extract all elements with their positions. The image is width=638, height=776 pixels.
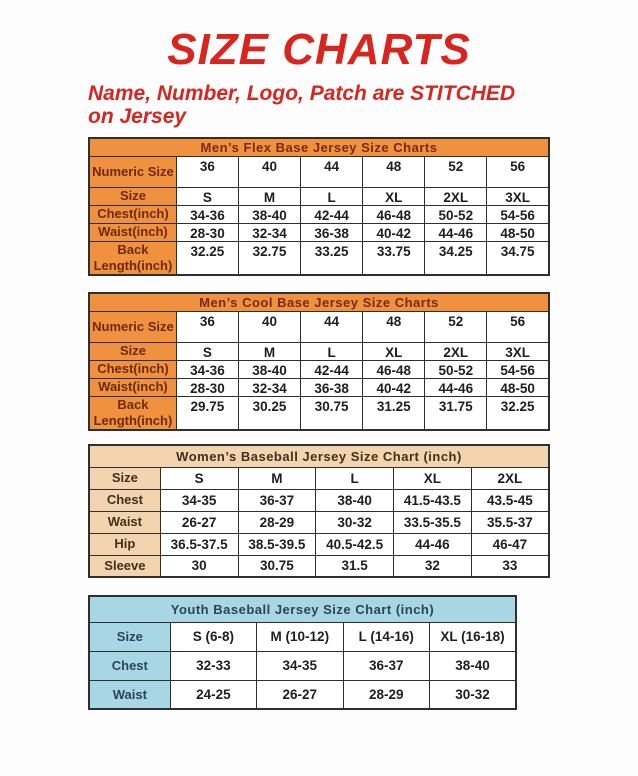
row-label: Chest (89, 489, 160, 511)
size-cell: 46-48 (363, 205, 425, 223)
size-cell: 38.5-39.5 (238, 533, 316, 555)
row-label: Size (89, 622, 170, 651)
size-cell: XL (363, 342, 425, 360)
size-cell: 28-30 (176, 223, 238, 241)
size-cell: 35.5-37 (471, 511, 549, 533)
table-row (89, 511, 549, 533)
size-cell: 46-47 (471, 533, 549, 555)
size-cell: S (176, 187, 238, 205)
size-cell: 48 (363, 156, 425, 187)
size-table-womens-baseball (88, 444, 550, 578)
row-label: Size (89, 342, 176, 360)
size-cell: 46-48 (363, 360, 425, 378)
size-cell: 44-46 (425, 223, 487, 241)
table-title: Youth Baseball Jersey Size Chart (inch) (89, 596, 516, 622)
size-cell: 28-30 (176, 378, 238, 396)
size-cell: 42-44 (301, 205, 363, 223)
size-cell: 44-46 (425, 378, 487, 396)
size-cell: 26-27 (160, 511, 238, 533)
table-mens-cool-base (88, 292, 638, 431)
size-cell: 33.75 (363, 241, 425, 275)
row-label: Hip (89, 533, 160, 555)
table-row (89, 156, 549, 187)
row-label: Back Length(inch) (89, 241, 176, 275)
size-cell: 31.25 (363, 396, 425, 430)
size-cell: 50-52 (425, 360, 487, 378)
size-cell: 24-25 (170, 680, 256, 709)
size-cell: 34-35 (160, 489, 238, 511)
table-row (89, 378, 549, 396)
size-cell: M (238, 342, 300, 360)
size-cell: 36-37 (238, 489, 316, 511)
size-cell: 32-34 (238, 378, 300, 396)
size-cell: 48-50 (487, 223, 549, 241)
size-cell: 33.5-35.5 (394, 511, 472, 533)
size-cell: 44 (301, 311, 363, 342)
table-row (89, 342, 549, 360)
table-row (89, 622, 516, 651)
size-cell: 44 (301, 156, 363, 187)
size-cell: 38-40 (238, 360, 300, 378)
size-cell: 36.5-37.5 (160, 533, 238, 555)
size-cell: 40.5-42.5 (316, 533, 394, 555)
table-row (89, 241, 549, 275)
size-table-mens-flex-base (88, 137, 550, 276)
size-cell: 42-44 (301, 360, 363, 378)
size-cell: 40 (238, 311, 300, 342)
size-cell: 43.5-45 (471, 489, 549, 511)
size-cell: 38-40 (316, 489, 394, 511)
size-cell: 32-34 (238, 223, 300, 241)
size-cell: L (14-16) (343, 622, 429, 651)
table-row (89, 651, 516, 680)
size-cell: 52 (425, 311, 487, 342)
table-row (89, 467, 549, 489)
size-cell: 33 (471, 555, 549, 577)
size-cell: 56 (487, 311, 549, 342)
page-title: SIZE CHARTS (167, 25, 471, 74)
size-table-mens-cool-base (88, 292, 550, 431)
row-label: Chest(inch) (89, 205, 176, 223)
table-row (89, 360, 549, 378)
row-label: Chest (89, 651, 170, 680)
table-row (89, 555, 549, 577)
size-cell: S (176, 342, 238, 360)
size-cell: 30-32 (429, 680, 516, 709)
table-row (89, 187, 549, 205)
size-cell: 36-38 (301, 223, 363, 241)
size-cell: 36-38 (301, 378, 363, 396)
size-cell: 34.75 (487, 241, 549, 275)
row-label: Chest(inch) (89, 360, 176, 378)
size-cell: 40-42 (363, 378, 425, 396)
row-label: Size (89, 467, 160, 489)
size-cell: 32.25 (487, 396, 549, 430)
size-cell: 28-29 (343, 680, 429, 709)
size-cell: 44-46 (394, 533, 472, 555)
size-cell: L (301, 342, 363, 360)
size-cell: 3XL (487, 187, 549, 205)
size-cell: XL (394, 467, 472, 489)
row-label: Sleeve (89, 555, 160, 577)
size-cell: XL (363, 187, 425, 205)
size-cell: 32.75 (238, 241, 300, 275)
size-cell: 36 (176, 311, 238, 342)
size-cell: 38-40 (429, 651, 516, 680)
size-cell: 31.75 (425, 396, 487, 430)
row-label: Waist (89, 680, 170, 709)
table-row (89, 680, 516, 709)
size-cell: 38-40 (238, 205, 300, 223)
size-cell: 34-36 (176, 360, 238, 378)
subtitle-line-1: Name, Number, Logo, Patch are STITCHED (88, 82, 516, 105)
size-cell: 56 (487, 156, 549, 187)
size-cell: 36-37 (343, 651, 429, 680)
size-cell: 34-35 (257, 651, 343, 680)
size-cell: 29.75 (176, 396, 238, 430)
size-cell: 30-32 (316, 511, 394, 533)
size-cell: 30.75 (301, 396, 363, 430)
row-label: Waist(inch) (89, 223, 176, 241)
table-title: Men’s Cool Base Jersey Size Charts (89, 293, 549, 311)
size-cell: M (238, 467, 316, 489)
size-cell: 30.25 (238, 396, 300, 430)
table-row (89, 223, 549, 241)
size-cell: 40-42 (363, 223, 425, 241)
size-tables-section (88, 137, 638, 710)
size-cell: 30 (160, 555, 238, 577)
table-row (89, 205, 549, 223)
table-row (89, 396, 549, 430)
row-label: Numeric Size (89, 156, 176, 187)
table-womens-baseball (88, 444, 638, 578)
size-cell: 3XL (487, 342, 549, 360)
size-cell: M (238, 187, 300, 205)
size-cell: XL (16-18) (429, 622, 516, 651)
size-cell: L (301, 187, 363, 205)
size-cell: 52 (425, 156, 487, 187)
size-cell: 30.75 (238, 555, 316, 577)
row-label: Waist (89, 511, 160, 533)
size-cell: 32 (394, 555, 472, 577)
size-cell: 31.5 (316, 555, 394, 577)
size-cell: 32.25 (176, 241, 238, 275)
size-cell: 40 (238, 156, 300, 187)
table-youth-baseball (88, 595, 638, 710)
size-cell: 26-27 (257, 680, 343, 709)
size-cell: 34-36 (176, 205, 238, 223)
row-label: Numeric Size (89, 311, 176, 342)
size-cell: 54-56 (487, 360, 549, 378)
size-cell: 48 (363, 311, 425, 342)
size-table-youth-baseball (88, 595, 517, 710)
size-cell: S (6-8) (170, 622, 256, 651)
page-subtitle (88, 82, 598, 128)
subtitle-line-2: on Jersey (88, 105, 187, 128)
size-cell: 2XL (471, 467, 549, 489)
size-cell: L (316, 467, 394, 489)
size-cell: 36 (176, 156, 238, 187)
row-label: Back Length(inch) (89, 396, 176, 430)
size-cell: 2XL (425, 187, 487, 205)
table-title: Women’s Baseball Jersey Size Chart (inch) (89, 445, 549, 467)
row-label: Size (89, 187, 176, 205)
size-cell: 50-52 (425, 205, 487, 223)
row-label: Waist(inch) (89, 378, 176, 396)
table-row (89, 489, 549, 511)
size-cell: 48-50 (487, 378, 549, 396)
size-cell: 33.25 (301, 241, 363, 275)
size-cell: 41.5-43.5 (394, 489, 472, 511)
table-title: Men’s Flex Base Jersey Size Charts (89, 138, 549, 156)
size-cell: 2XL (425, 342, 487, 360)
table-mens-flex-base (88, 137, 638, 276)
size-cell: M (10-12) (257, 622, 343, 651)
size-cell: 54-56 (487, 205, 549, 223)
size-cell: 28-29 (238, 511, 316, 533)
size-cell: 32-33 (170, 651, 256, 680)
size-cell: 34.25 (425, 241, 487, 275)
table-row (89, 311, 549, 342)
size-cell: S (160, 467, 238, 489)
table-row (89, 533, 549, 555)
